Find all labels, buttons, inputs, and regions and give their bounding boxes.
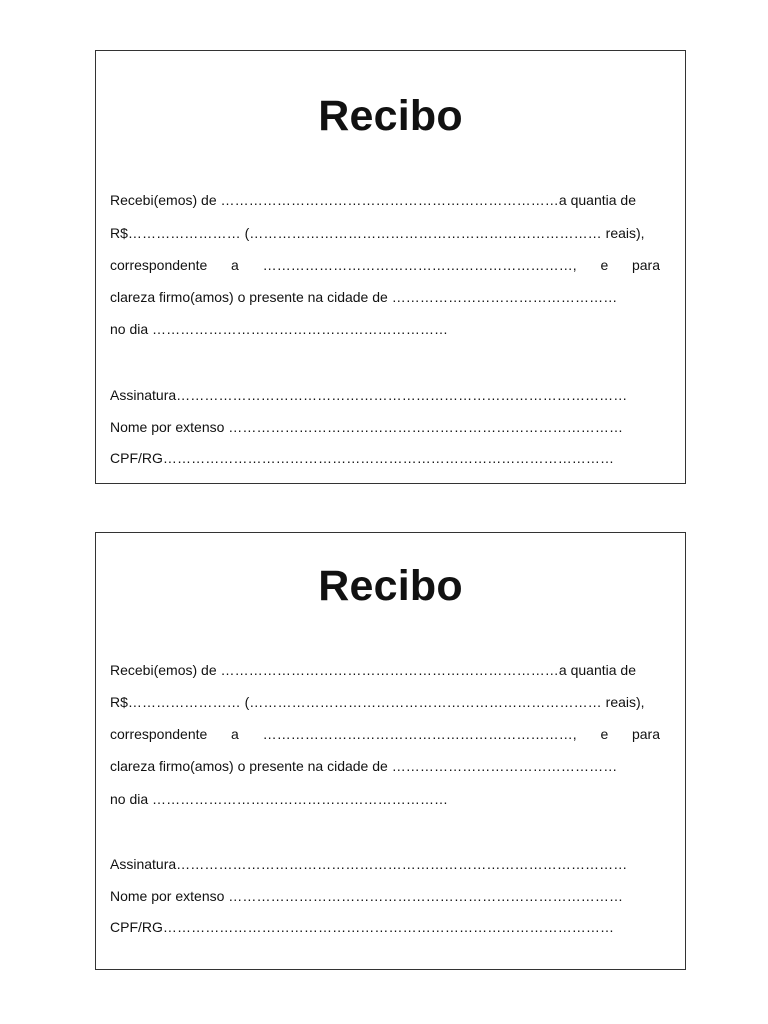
cpf-rg-field[interactable]: …………………………………………………………………………………… xyxy=(162,919,615,935)
purpose-comma: , xyxy=(572,257,577,273)
receipt-title: Recibo xyxy=(318,92,463,140)
purpose-a-label: a xyxy=(231,257,239,273)
full-name-line xyxy=(110,418,652,436)
date-line xyxy=(110,790,660,808)
amount-numeric-field[interactable]: …………………… xyxy=(127,694,241,710)
full-name-label: Nome por extenso xyxy=(110,419,225,435)
reais-label: reais), xyxy=(605,694,645,710)
receipt-title: Recibo xyxy=(318,562,463,610)
city-line xyxy=(110,288,660,306)
cpf-rg-line xyxy=(110,449,656,467)
date-line xyxy=(110,320,660,338)
purpose-line xyxy=(110,725,660,743)
purpose-label: correspondente xyxy=(110,726,208,742)
full-name-field[interactable]: ………………………………………………………………………… xyxy=(228,888,624,904)
paren-open: ( xyxy=(244,694,250,710)
amount-line xyxy=(110,224,660,242)
full-name-label: Nome por extenso xyxy=(110,888,225,904)
amount-numeric-field[interactable]: …………………… xyxy=(127,225,241,241)
purpose-e-label: e xyxy=(600,726,609,742)
payer-field[interactable]: ……………………………………………………………… xyxy=(220,662,559,678)
signature-label: Assinatura xyxy=(110,387,177,403)
reais-label: reais), xyxy=(605,225,645,241)
purpose-line xyxy=(110,256,660,274)
receipt-card xyxy=(95,532,686,970)
payer-label: Recebi(emos) de xyxy=(110,192,217,208)
purpose-e-label: e xyxy=(600,257,609,273)
purpose-field[interactable]: ………………………………………………………… xyxy=(262,726,573,742)
signature-label: Assinatura xyxy=(110,856,177,872)
city-field[interactable]: ………………………………………… xyxy=(391,758,618,774)
signature-line xyxy=(110,855,656,873)
city-line xyxy=(110,757,660,775)
cpf-rg-label: CPF/RG xyxy=(110,450,163,466)
payer-line xyxy=(110,661,660,679)
date-label: no dia xyxy=(110,321,149,337)
full-name-field[interactable]: ………………………………………………………………………… xyxy=(228,419,624,435)
currency-label: R$ xyxy=(110,225,128,241)
purpose-comma: , xyxy=(572,726,577,742)
signature-field[interactable]: …………………………………………………………………………………… xyxy=(176,387,628,403)
payer-label: Recebi(emos) de xyxy=(110,662,217,678)
payer-field[interactable]: ……………………………………………………………… xyxy=(220,192,559,208)
amount-intro-label: a quantia de xyxy=(558,192,636,208)
date-field[interactable]: ……………………………………………………… xyxy=(152,791,449,807)
signature-line xyxy=(110,386,656,404)
currency-label: R$ xyxy=(110,694,128,710)
amount-line xyxy=(110,693,660,711)
cpf-rg-label: CPF/RG xyxy=(110,919,163,935)
date-label: no dia xyxy=(110,791,149,807)
purpose-para-label: para xyxy=(631,257,660,273)
payer-line xyxy=(110,191,660,209)
full-name-line xyxy=(110,887,652,905)
cpf-rg-line xyxy=(110,918,656,936)
amount-words-field[interactable]: ………………………………………………………………… xyxy=(249,225,602,241)
city-field[interactable]: ………………………………………… xyxy=(391,289,618,305)
receipt-card xyxy=(95,50,686,484)
city-label: clareza firmo(amos) o presente na cidade de xyxy=(110,758,388,774)
city-label: clareza firmo(amos) o presente na cidade de xyxy=(110,289,388,305)
paren-open: ( xyxy=(244,225,250,241)
amount-words-field[interactable]: ………………………………………………………………… xyxy=(249,694,602,710)
cpf-rg-field[interactable]: …………………………………………………………………………………… xyxy=(162,450,615,466)
amount-intro-label: a quantia de xyxy=(558,662,636,678)
purpose-a-label: a xyxy=(231,726,239,742)
purpose-label: correspondente xyxy=(110,257,208,273)
date-field[interactable]: ……………………………………………………… xyxy=(152,321,449,337)
purpose-field[interactable]: ………………………………………………………… xyxy=(262,257,573,273)
purpose-para-label: para xyxy=(631,726,660,742)
signature-field[interactable]: …………………………………………………………………………………… xyxy=(176,856,628,872)
